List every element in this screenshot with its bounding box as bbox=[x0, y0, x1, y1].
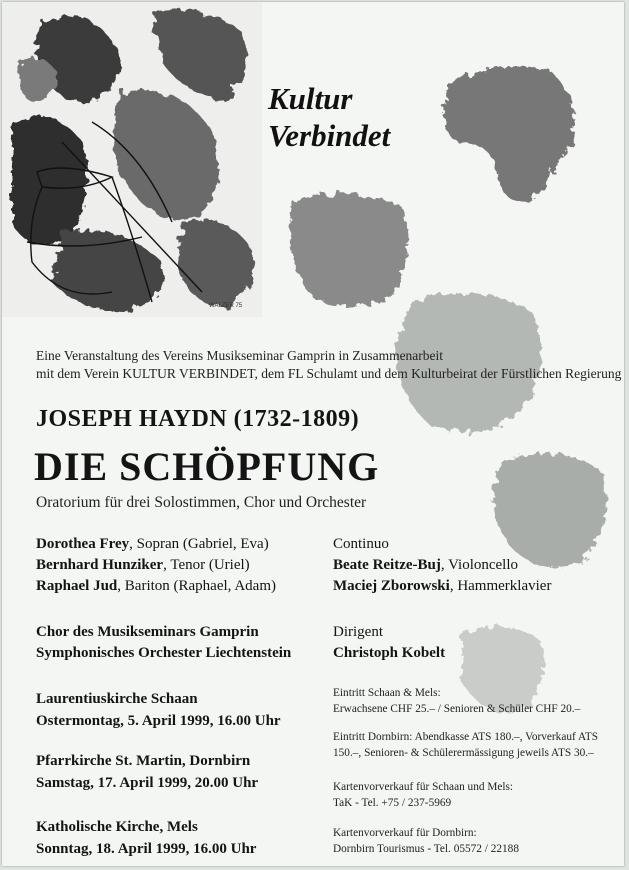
ensemble-choir: Chor des Musikseminars Gamprin bbox=[36, 624, 259, 640]
continuo-line bbox=[333, 576, 551, 596]
intro-line-2: mit dem Verein KULTUR VERBINDET, dem FL Schulamt und dem Kulturbeirat der Fürstlichen Regierung bbox=[36, 366, 622, 381]
performance-date: Ostermontag, 5. April 1999, 16.00 Uhr bbox=[36, 713, 281, 729]
composer-heading: JOSEPH HAYDN (1732-1809) bbox=[36, 406, 360, 432]
soloist-line bbox=[36, 555, 250, 575]
tickets-dornbirn-line-1: Eintritt Dornbirn: Abendkasse ATS 180.–, Vorverkauf ATS bbox=[333, 731, 599, 743]
tickets-dornbirn-line-2: 150.–, Senioren- & Schülerermässigung jeweils ATS 30.– bbox=[333, 747, 594, 759]
conductor-heading: Dirigent bbox=[333, 624, 383, 640]
performance-date: Samstag, 17. April 1999, 20.00 Uhr bbox=[36, 775, 259, 791]
performance-venue: Laurentiuskirche Schaan bbox=[36, 691, 198, 707]
tickets-schaan-prices: Erwachsene CHF 25.– / Senioren & Schüler CHF 20.– bbox=[333, 703, 581, 715]
presale-dornbirn-heading: Kartenvorverkauf für Dornbirn: bbox=[333, 827, 477, 839]
soloist-role: , Tenor (Uriel) bbox=[163, 557, 250, 573]
soloist-line bbox=[36, 576, 276, 596]
soloist-name: Bernhard Hunziker bbox=[36, 557, 164, 573]
performance-date: Sonntag, 18. April 1999, 16.00 Uhr bbox=[36, 841, 257, 857]
title-line-2: Verbindet bbox=[268, 118, 391, 153]
conductor-name: Christoph Kobelt bbox=[333, 645, 446, 661]
artist-signature: WALZER 75 bbox=[209, 303, 243, 309]
continuo-role: , Hammerklavier bbox=[449, 578, 552, 594]
work-title: DIE SCHÖPFUNG bbox=[34, 444, 380, 489]
presale-schaan-heading: Kartenvorverkauf für Schaan und Mels: bbox=[333, 781, 514, 793]
continuo-name: Beate Reitze-Buj bbox=[333, 557, 441, 573]
continuo-role: , Violoncello bbox=[440, 557, 519, 573]
performance-venue: Pfarrkirche St. Martin, Dornbirn bbox=[36, 753, 251, 769]
intro-text bbox=[36, 347, 621, 383]
presale-dornbirn-contact: Dornbirn Tourismus - Tel. 05572 / 22188 bbox=[333, 843, 519, 855]
soloist-name: Raphael Jud bbox=[36, 578, 118, 594]
soloist-role: , Bariton (Raphael, Adam) bbox=[117, 578, 276, 594]
kultur-verbindet-title bbox=[268, 80, 390, 154]
soloist-line bbox=[36, 534, 269, 554]
performance-venue: Katholische Kirche, Mels bbox=[36, 819, 198, 835]
artwork-image bbox=[2, 2, 262, 317]
continuo-heading: Continuo bbox=[333, 536, 389, 552]
continuo-name: Maciej Zborowski bbox=[333, 578, 450, 594]
work-subtitle: Oratorium für drei Solostimmen, Chor und Orchester bbox=[36, 494, 367, 511]
tickets-schaan-heading: Eintritt Schaan & Mels: bbox=[333, 687, 441, 699]
flyer-page bbox=[2, 2, 624, 866]
title-line-1: Kultur bbox=[268, 81, 353, 116]
soloist-role: , Sopran (Gabriel, Eva) bbox=[129, 536, 269, 552]
continuo-line bbox=[333, 555, 518, 575]
soloist-name: Dorothea Frey bbox=[36, 536, 130, 552]
intro-line-1: Eine Veranstaltung des Vereins Musikseminar Gamprin in Zusammenarbeit bbox=[36, 348, 444, 363]
ensemble-orchestra: Symphonisches Orchester Liechtenstein bbox=[36, 645, 292, 661]
presale-schaan-contact: TaK - Tel. +75 / 237-5969 bbox=[333, 797, 452, 809]
